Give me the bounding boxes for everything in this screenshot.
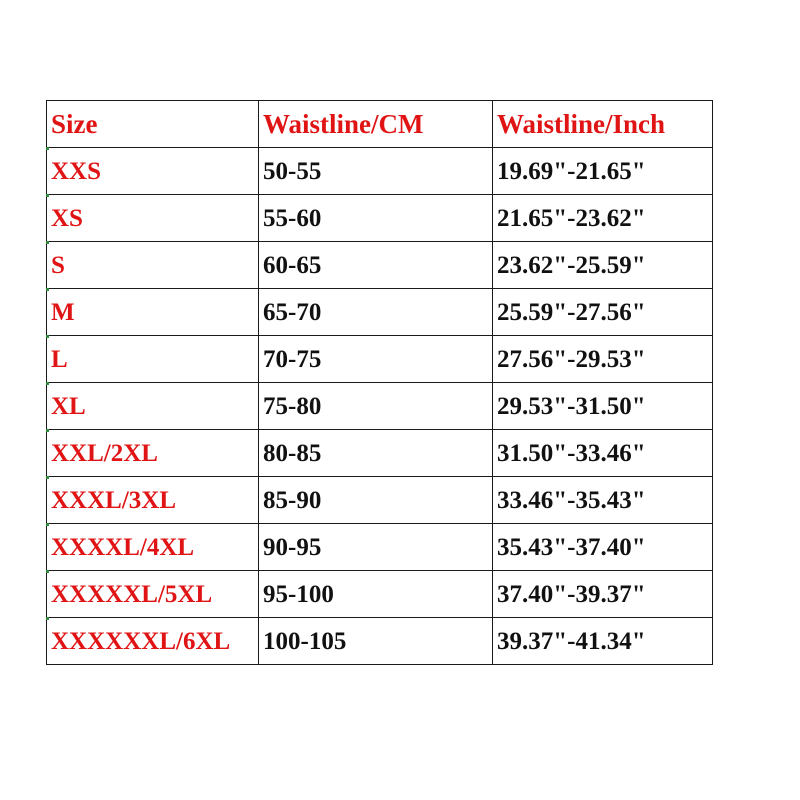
waistline-cm-cell: 85-90 [259,477,493,524]
waistline-inch-cell: 23.62"-25.59" [493,242,713,289]
size-cell: XXXXXL/5XL [47,571,259,618]
waistline-cm-cell: 75-80 [259,383,493,430]
size-cell: L [47,336,259,383]
waistline-cm-cell: 50-55 [259,148,493,195]
size-chart-table [46,100,713,665]
waistline-inch-cell: 31.50"-33.46" [493,430,713,477]
waistline-inch-cell: 25.59"-27.56" [493,289,713,336]
size-cell: XL [47,383,259,430]
table-row [47,477,713,524]
table-row [47,336,713,383]
size-cell: XXXXXXL/6XL [47,618,259,665]
waistline-cm-cell: 90-95 [259,524,493,571]
table-row [47,571,713,618]
size-chart-body [47,101,713,665]
header-waistline-inch: Waistline/Inch [493,101,713,148]
waistline-cm-cell: 100-105 [259,618,493,665]
waistline-cm-cell: 65-70 [259,289,493,336]
size-cell: XXL/2XL [47,430,259,477]
waistline-cm-cell: 60-65 [259,242,493,289]
table-row [47,195,713,242]
waistline-inch-cell: 27.56"-29.53" [493,336,713,383]
table-row [47,289,713,336]
size-cell: XXS [47,148,259,195]
table-row [47,430,713,477]
waistline-inch-cell: 39.37"-41.34" [493,618,713,665]
table-row [47,618,713,665]
header-waistline-cm: Waistline/CM [259,101,493,148]
waistline-cm-cell: 70-75 [259,336,493,383]
table-row [47,383,713,430]
size-cell: M [47,289,259,336]
waistline-inch-cell: 29.53"-31.50" [493,383,713,430]
table-header-row [47,101,713,148]
waistline-cm-cell: 55-60 [259,195,493,242]
size-cell: XS [47,195,259,242]
waistline-inch-cell: 21.65"-23.62" [493,195,713,242]
waistline-cm-cell: 95-100 [259,571,493,618]
waistline-inch-cell: 33.46"-35.43" [493,477,713,524]
size-cell: S [47,242,259,289]
size-cell: XXXL/3XL [47,477,259,524]
header-size: Size [47,101,259,148]
table-row [47,242,713,289]
waistline-inch-cell: 37.40"-39.37" [493,571,713,618]
table-row [47,524,713,571]
table-row [47,148,713,195]
waistline-inch-cell: 35.43"-37.40" [493,524,713,571]
waistline-inch-cell: 19.69"-21.65" [493,148,713,195]
size-cell: XXXXL/4XL [47,524,259,571]
waistline-cm-cell: 80-85 [259,430,493,477]
